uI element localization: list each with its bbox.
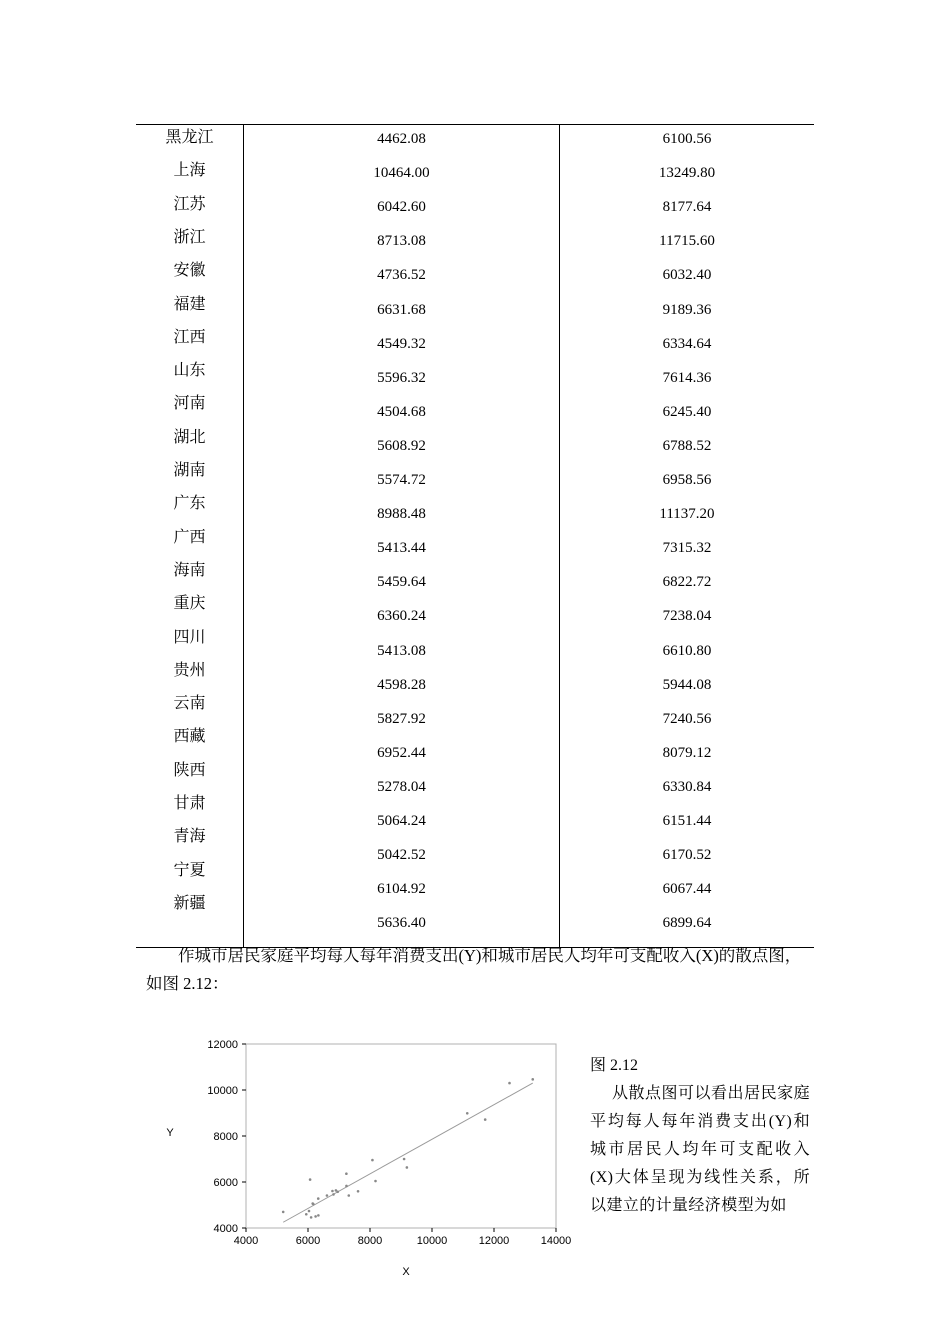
y-tick-label: 8000: [213, 1131, 238, 1143]
table-cell-x: 5944.08: [662, 676, 712, 693]
y-tick-label: 6000: [213, 1177, 238, 1189]
province-label: 湖南: [173, 462, 206, 479]
scatter-point: [531, 1078, 534, 1081]
table-cell-x: 6330.84: [662, 778, 712, 795]
table-cell-x: 6100.56: [662, 131, 712, 147]
province-label: 上海: [173, 162, 206, 180]
province-label: 重庆: [173, 595, 206, 613]
table-cell-y: 4549.32: [377, 335, 426, 352]
scatter-point: [317, 1197, 320, 1200]
province-label: 湖北: [173, 428, 206, 446]
figure-caption: 图 2.12: [590, 1057, 639, 1074]
scatter-point: [508, 1082, 511, 1085]
province-label: 江西: [173, 328, 206, 346]
table-cell-y: 6952.44: [377, 744, 426, 761]
scatter-point: [406, 1166, 409, 1169]
province-label: 黑龙江: [165, 129, 214, 146]
paragraph-line-2: 如图 2.12：: [146, 974, 229, 993]
scatter-point: [312, 1203, 315, 1206]
table-cell-x: 6788.52: [662, 437, 712, 454]
x-tick-label: 6000: [295, 1235, 321, 1247]
table-cell-x: 13249.80: [658, 165, 716, 182]
table-cell-x: 6899.64: [662, 915, 712, 932]
province-label: 山东: [173, 362, 206, 380]
table-cell-x: 11137.20: [659, 506, 715, 523]
scatter-point: [310, 1216, 313, 1219]
scatter-point: [331, 1190, 334, 1193]
table-cell-y: 6360.24: [377, 608, 426, 625]
province-label: 海南: [173, 561, 206, 579]
y-tick-label: 12000: [207, 1039, 238, 1051]
scatter-point: [332, 1193, 335, 1196]
scatter-point: [326, 1194, 329, 1197]
table-cell-x: 7240.56: [662, 710, 712, 727]
province-label: 广东: [173, 495, 206, 513]
table-cell-y: 5596.32: [377, 369, 426, 386]
scatter-point: [309, 1178, 312, 1181]
province-label: 青海: [173, 828, 206, 846]
scatter-point: [357, 1190, 360, 1193]
intro-paragraph: [136, 942, 814, 998]
table-cell-y: 5827.92: [377, 710, 426, 727]
table-cell-x: 7614.36: [662, 369, 712, 386]
table-cell-y: 6104.92: [377, 881, 426, 898]
y-tick-label: 4000: [213, 1223, 238, 1235]
province-label: 福建: [173, 295, 206, 313]
province-label: 贵州: [173, 661, 206, 679]
x-tick-label: 10000: [416, 1235, 448, 1247]
table-cell-x: 6822.72: [662, 574, 712, 591]
scatter-point: [305, 1213, 308, 1216]
x-tick-label: 4000: [233, 1235, 259, 1247]
table-cell-x: 6610.80: [662, 642, 712, 659]
province-label: 云南: [173, 695, 206, 713]
province-label: 安徽: [173, 262, 206, 280]
province-label: 江苏: [173, 195, 206, 213]
scatter-point: [484, 1118, 487, 1121]
table-cell-x: 6067.44: [662, 881, 712, 898]
table-cell-y: 5278.04: [377, 778, 426, 795]
scatter-point: [317, 1214, 320, 1217]
province-label: 广西: [173, 528, 206, 546]
scatter-point: [345, 1172, 348, 1175]
province-label: 甘肃: [173, 795, 206, 812]
scatter-point: [466, 1112, 469, 1115]
table-cell-y: 4736.52: [377, 267, 426, 284]
scatter-point: [347, 1194, 350, 1197]
table-cell-y: 5042.52: [377, 847, 426, 864]
table-cell-y: 4598.28: [377, 676, 426, 693]
scatter-point: [314, 1215, 317, 1218]
table-cell-y: 5459.64: [377, 574, 426, 591]
table-cell-y: 4462.08: [377, 131, 426, 147]
table-cell-y: 5608.92: [377, 437, 426, 454]
table-cell-y: 5636.40: [377, 915, 426, 932]
table-cell-x: 8177.64: [662, 199, 712, 216]
table-cell-x: 9189.36: [662, 301, 712, 318]
table-cell-y: 6042.60: [377, 199, 426, 216]
scatter-point: [308, 1210, 311, 1213]
province-label: 陕西: [173, 761, 206, 779]
province-label: 新疆: [173, 894, 206, 912]
table-cell-x: 8079.12: [662, 744, 712, 761]
side-body-text: 从散点图可以看出居民家庭平均每人每年消费支出(Y)和城市居民人均年可支配收入(X)大体呈现为线性关系，所以建立的计量经济模型为如: [590, 1085, 810, 1214]
table-cell-x: 6032.40: [662, 267, 712, 284]
table-cell-y: 8713.08: [377, 233, 426, 250]
scatter-point: [371, 1159, 374, 1162]
data-table: [136, 124, 814, 948]
scatter-chart: [160, 1030, 580, 1290]
table-cell-x: 6334.64: [662, 335, 712, 352]
scatter-point: [345, 1185, 348, 1188]
table-cell-x: 6958.56: [662, 472, 712, 488]
table-cell-x: 7315.32: [662, 540, 712, 557]
x-tick-label: 8000: [357, 1235, 383, 1247]
table-cell-x: 11715.60: [659, 233, 715, 250]
table-cell-y: 5064.24: [377, 813, 426, 829]
scatter-point: [282, 1211, 285, 1214]
table-cell-x: 6151.44: [662, 813, 712, 829]
province-label: 浙江: [173, 228, 206, 246]
plot-frame: [246, 1044, 556, 1228]
table-cell-y: 4504.68: [377, 403, 426, 420]
side-text: [590, 1052, 810, 1220]
table-cell-y: 5413.08: [377, 642, 426, 659]
province-label: 四川: [173, 628, 206, 646]
scatter-point: [335, 1189, 338, 1192]
x-tick-label: 12000: [478, 1235, 510, 1247]
table-cell-y: 5413.44: [377, 540, 426, 557]
y-axis-label: Y: [166, 1127, 174, 1139]
x-axis-label: X: [402, 1266, 410, 1278]
x-tick-label: 14000: [540, 1235, 572, 1247]
province-label: 宁夏: [173, 861, 206, 879]
scatter-point: [374, 1180, 377, 1183]
table-cell-x: 6245.40: [662, 403, 712, 420]
table-cell-y: 6631.68: [377, 301, 426, 318]
table-cell-y: 10464.00: [373, 165, 430, 182]
y-tick-label: 10000: [207, 1085, 238, 1097]
table-cell-x: 6170.52: [662, 847, 712, 864]
province-label: 河南: [173, 395, 206, 413]
province-label: 西藏: [173, 728, 206, 746]
table-cell-x: 7238.04: [662, 608, 712, 625]
scatter-point: [403, 1158, 406, 1161]
paragraph-line-1: 作城市居民家庭平均每人每年消费支出(Y)和城市居民人均年可支配收入(X)的散点图，: [178, 946, 802, 965]
table-cell-y: 8988.48: [377, 506, 426, 523]
table-cell-y: 5574.72: [377, 472, 426, 488]
fit-line: [283, 1083, 533, 1222]
